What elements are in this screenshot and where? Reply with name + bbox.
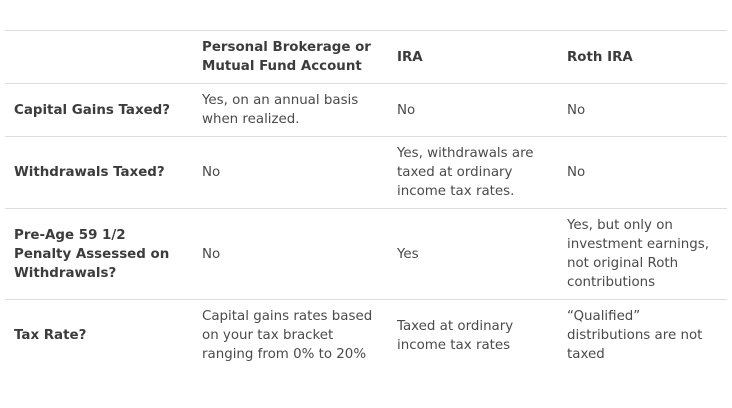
table-cell: Yes, on an annual basis when realized. bbox=[193, 84, 388, 137]
table-body bbox=[5, 84, 727, 372]
table-cell: Yes, withdrawals are taxed at ordinary income tax rates. bbox=[388, 137, 558, 209]
table-cell: No bbox=[388, 84, 558, 137]
account-comparison-table bbox=[5, 30, 727, 372]
header-personal-brokerage: Personal Brokerage or Mutual Fund Account bbox=[193, 31, 388, 84]
row-label: Withdrawals Taxed? bbox=[5, 137, 193, 209]
table-cell: Yes bbox=[388, 209, 558, 300]
header-roth-ira: Roth IRA bbox=[558, 31, 727, 84]
table-cell: Taxed at ordinary income tax rates bbox=[388, 300, 558, 372]
table-cell: Yes, but only on investment earnings, not original Roth contributions bbox=[558, 209, 727, 300]
table-cell: No bbox=[193, 137, 388, 209]
header-empty bbox=[5, 31, 193, 84]
row-label: Tax Rate? bbox=[5, 300, 193, 372]
table-row bbox=[5, 137, 727, 209]
header-row bbox=[5, 31, 727, 84]
table-row bbox=[5, 209, 727, 300]
table-header bbox=[5, 31, 727, 84]
table-cell: No bbox=[558, 84, 727, 137]
row-label: Pre-Age 59 1/2 Penalty Assessed on Withdrawals? bbox=[5, 209, 193, 300]
table-cell: No bbox=[193, 209, 388, 300]
header-ira: IRA bbox=[388, 31, 558, 84]
table-cell: No bbox=[558, 137, 727, 209]
table-row bbox=[5, 300, 727, 372]
table-cell: Capital gains rates based on your tax bracket ranging from 0% to 20% bbox=[193, 300, 388, 372]
table-row bbox=[5, 84, 727, 137]
table-cell: “Qualified” distributions are not taxed bbox=[558, 300, 727, 372]
row-label: Capital Gains Taxed? bbox=[5, 84, 193, 137]
